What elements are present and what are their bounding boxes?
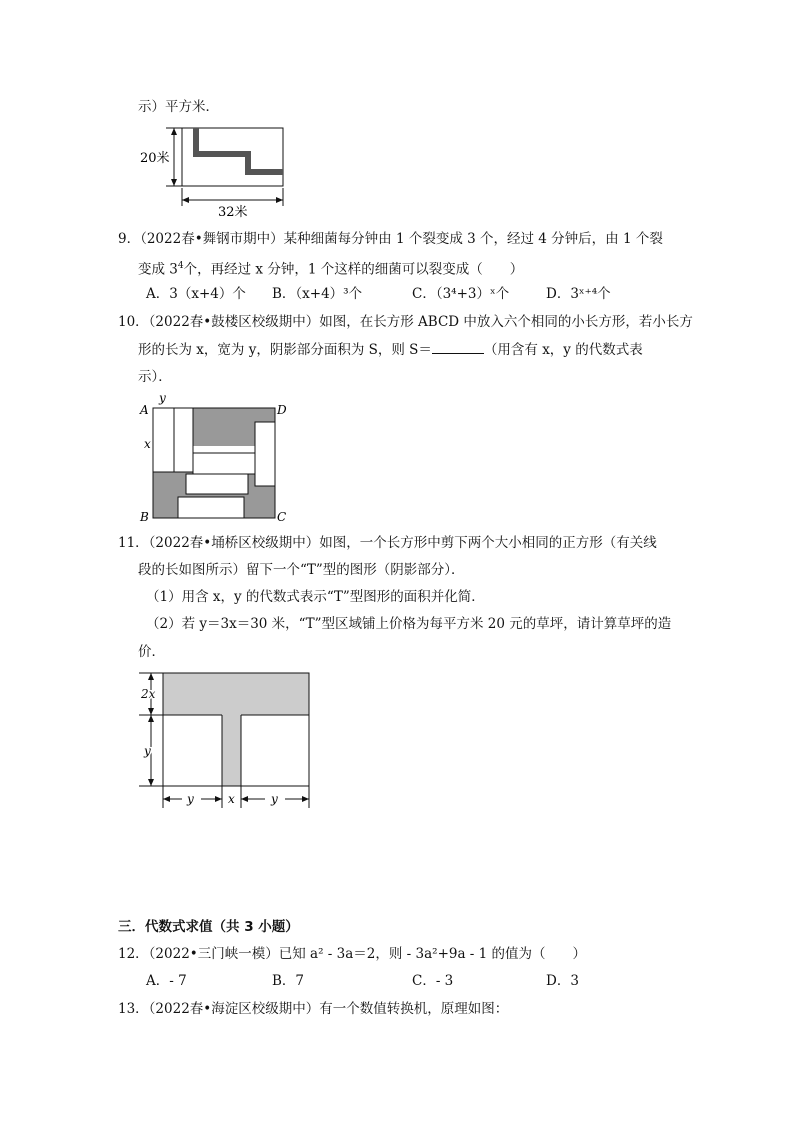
q8-width-label: 32米 (218, 205, 248, 220)
section-3-title: 三．代数式求值（共 3 小题） (118, 919, 299, 935)
q12-line1: 12．（2022•三门峡一模）已知 a² - 3a＝2，则 - 3a²+9a - 1 的值为（ ） (118, 946, 587, 962)
q9-option-b[interactable]: B．（x+4）³个 (272, 286, 363, 302)
q11-label-bottom-mid: x (228, 792, 235, 806)
q11-label-bottom-right: y (271, 792, 278, 806)
q11-line5: 价． (138, 644, 165, 660)
q10-label-x: x (144, 437, 151, 451)
q10-line3: 示）． (138, 369, 172, 385)
q11-label-left: y (144, 744, 151, 758)
q11-label-bottom-left: y (187, 792, 194, 806)
q11-line2: 段的长如图所示）留下一个“T”型的图形（阴影部分）． (138, 562, 465, 578)
q12-option-a[interactable]: A．- 7 (146, 973, 187, 989)
q9-line2: 变成 $3^4$个，再经过 x 分钟，1 个这样的细菌可以裂变成（ ） (138, 261, 524, 278)
q10-label-a: A (140, 403, 149, 417)
q11-line1: 11．（2022春•埇桥区校级期中）如图，一个长方形中剪下两个大小相同的正方形（有关线 (118, 535, 657, 551)
q10-line1: 10．（2022春•鼓楼区校级期中）如图，在长方形 ABCD 中放入六个相同的小长方形，若小长方 (118, 314, 693, 330)
q11-label-top: 2x (141, 687, 156, 701)
q11-line3: （1）用含 x，y 的代数式表示“T”型图形的面积并化简． (146, 589, 485, 605)
q9-option-c[interactable]: C．（3⁴+3）ˣ个 (412, 286, 510, 302)
q10-label-c: C (277, 510, 287, 524)
q10-answer-blank[interactable] (432, 341, 484, 354)
q10-line2: 形的长为 x，宽为 y，阴影部分面积为 S，则 S＝ （用含有 x，y 的代数式表 (138, 342, 643, 358)
q12-option-c[interactable]: C．- 3 (412, 973, 454, 989)
q9-option-a[interactable]: A．3（x+4）个 (146, 286, 246, 302)
q12-option-d[interactable]: D．3 (546, 973, 579, 989)
q9-option-d[interactable]: D．3ˣ⁺⁴个 (546, 286, 611, 302)
q8-height-label: 20米 (140, 151, 170, 166)
q8-figure (136, 122, 296, 222)
q10-label-d: D (277, 403, 287, 417)
q8-tail-text: 示）平方米． (138, 99, 219, 115)
q12-option-b[interactable]: B．7 (272, 973, 305, 989)
q9-line1: 9．（2022春•舞钢市期中）某种细菌每分钟由 1 个裂变成 3 个，经过 4 分钟后，由 1 个裂 (118, 231, 663, 247)
q10-figure (138, 390, 298, 525)
q11-figure (135, 668, 320, 813)
q11-line4: （2）若 y＝3x＝30 米，“T”型区域铺上价格为每平方米 20 元的草坪，请计算草坪的造 (146, 616, 672, 632)
q10-label-b: B (140, 510, 149, 524)
q13-line1: 13．（2022春•海淀区校级期中）有一个数值转换机，原理如图： (118, 1001, 509, 1017)
q10-label-y: y (159, 391, 166, 405)
